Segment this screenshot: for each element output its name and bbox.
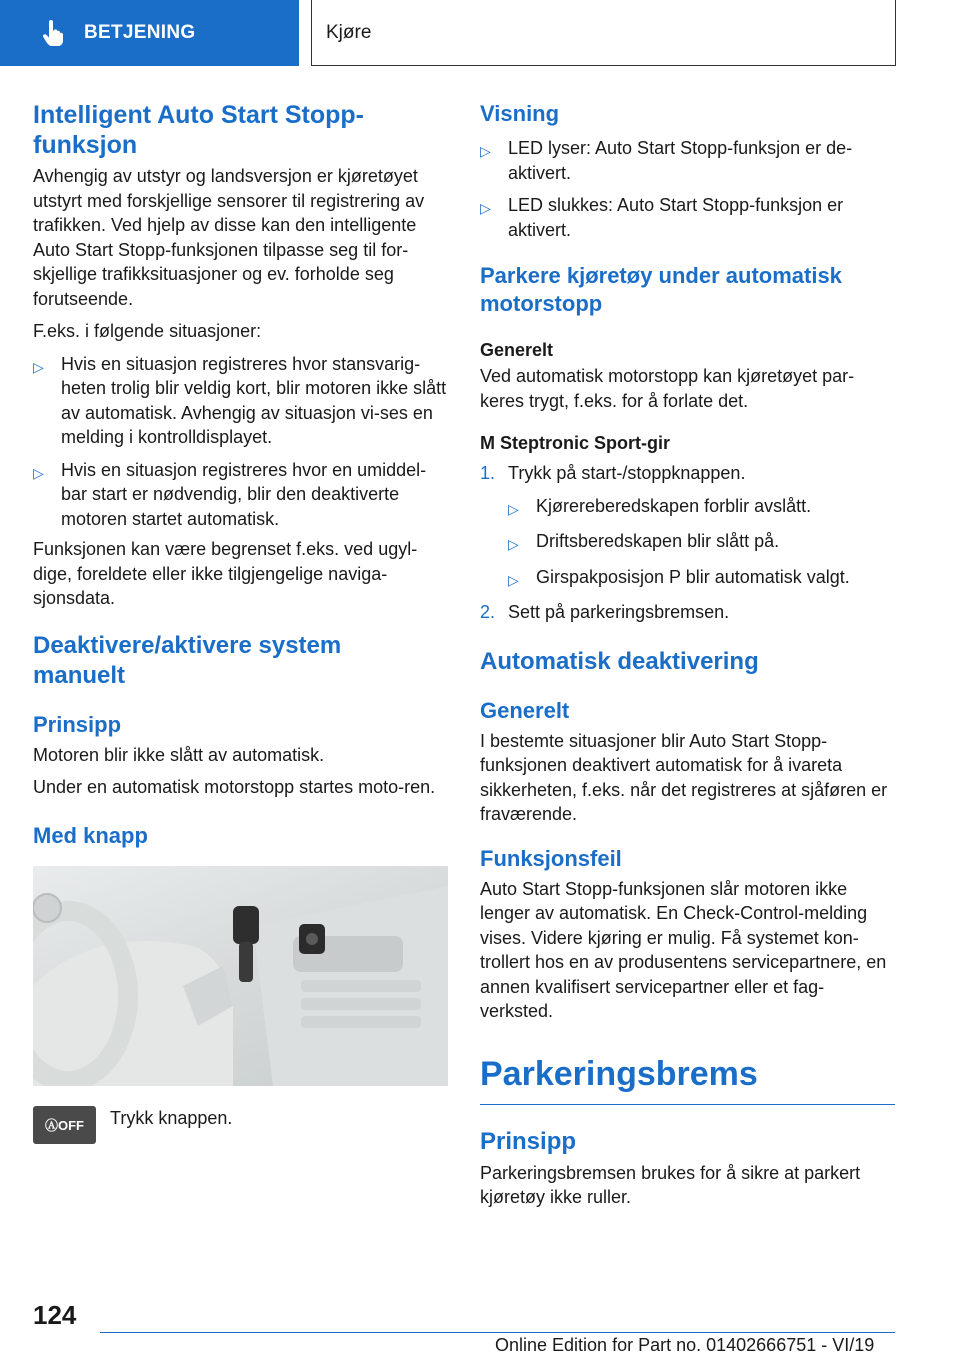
- left-column: [33, 100, 448, 1144]
- page-number: 124: [33, 1300, 77, 1330]
- step-text: Sett på parkeringsbremsen.: [508, 602, 730, 622]
- list-item: [480, 193, 895, 242]
- list-item: [33, 352, 448, 450]
- heading-parkere-kjoretoy: Parkere kjøretøy under automatisk motorstopp: [480, 263, 842, 316]
- list-item: [508, 494, 895, 522]
- paragraph-avhengig: Avhengig av utstyr og landsversjon er kjøretøyet utstyrt med forskjellige sensorer til registrering av trafikken. Ved hjelp av disse kan den intelligente Auto Start Stopp-funksjonen tilpasse seg til for-skjellige trafikksituasjoner og ev. forholde seg forutseende.: [33, 166, 425, 309]
- heading-prinsipp: Prinsipp: [33, 711, 122, 737]
- triangle-bullet-icon: ▷: [480, 143, 491, 159]
- triangle-bullet-icon: ▷: [480, 200, 491, 216]
- list-item-text: Hvis en situasjon registreres hvor stansvarig-heten trolig blir veldig kort, blir motoren ikke slått av automatisk. Avhengig av situasjon vi-ses en melding i kontrolldisplayet.: [61, 353, 447, 447]
- heading-med-knapp: Med knapp: [33, 822, 148, 848]
- list-item: [480, 136, 895, 185]
- edition-text: Online Edition for Part no. 01402666751 - VI/19: [495, 1335, 875, 1355]
- heading-automatisk-deaktivering: Automatisk deaktivering: [480, 647, 759, 675]
- footer-divider: [100, 1332, 895, 1333]
- step-number: 2.: [480, 602, 496, 622]
- list-item-text: Kjørereberedskapen forblir avslått.: [536, 495, 812, 516]
- numbered-step: [480, 600, 895, 625]
- hand-pointer-icon: [40, 20, 66, 46]
- heading-deaktivere-system: Deaktivere/aktivere system manuelt: [33, 631, 342, 689]
- heading-funksjonsfeil: Funksjonsfeil: [480, 845, 622, 871]
- instruction-row: [33, 1106, 448, 1144]
- heading-parkeringsbrems: Parkeringsbrems: [480, 1054, 895, 1105]
- list-item-text: Driftsberedskapen blir slått på.: [536, 531, 780, 551]
- paragraph-begrenset: Funksjonen kan være begrenset f.eks. ved ugyl-dige, foreldete eller ikke tilgjengelige naviga-sjonsdata.: [33, 539, 418, 608]
- paragraph-trykk: Trykk knappen.: [110, 1107, 233, 1128]
- section-tab-label: BETJENING: [84, 22, 196, 43]
- dashboard-illustration: [33, 866, 448, 1086]
- step-number: 1.: [480, 463, 496, 483]
- list-item-text: LED slukkes: Auto Start Stopp-funksjon er aktivert.: [508, 195, 844, 240]
- right-column: [480, 100, 895, 1210]
- section-tab[interactable]: [0, 0, 299, 66]
- list-item: [508, 529, 895, 557]
- triangle-bullet-icon: ▷: [33, 464, 44, 481]
- auto-start-stop-off-button-icon: ⒶOFF: [33, 1106, 96, 1144]
- heading-generelt: Generelt: [480, 697, 570, 723]
- list-item: [508, 565, 895, 593]
- heading-visning: Visning: [480, 101, 560, 126]
- paragraph-parkeringsbrems: Parkeringsbremsen brukes for å sikre at parkert kjøretøy ikke ruller.: [480, 1162, 861, 1207]
- heading-intelligent-auto-start-stopp: Intelligent Auto Start Stopp-funksjon: [33, 101, 364, 159]
- list-item-text: Girspakposisjon P blir automatisk valgt.: [536, 566, 850, 587]
- paragraph-feks: F.eks. i følgende situasjoner:: [33, 321, 262, 341]
- dashboard-photo: [33, 866, 448, 1086]
- paragraph-under: Under en automatisk motorstopp startes moto-ren.: [33, 777, 436, 797]
- numbered-step: [480, 461, 895, 486]
- heading-generelt: Generelt: [480, 340, 554, 360]
- list-item: [33, 458, 448, 532]
- list-item-text: Hvis en situasjon registreres hvor en umiddel-bar start er nødvendig, blir den deaktiverte motoren startet automatisk.: [61, 459, 427, 529]
- triangle-bullet-icon: ▷: [33, 358, 44, 375]
- triangle-bullet-icon: ▷: [508, 536, 519, 552]
- paragraph-ved: Ved automatisk motorstopp kan kjøretøyet par-keres trygt, f.eks. for å forlate det.: [480, 366, 855, 411]
- triangle-bullet-icon: ▷: [508, 571, 519, 588]
- paragraph-bestemte: I bestemte situasjoner blir Auto Start Stopp-funksjonen deaktivert automatisk for å ivareta sikkerheten, f.eks. når det registreres at sjåføren er fraværende.: [480, 730, 888, 824]
- paragraph-funksjonsfeil: Auto Start Stopp-funksjonen slår motoren ikke lenger av automatisk. En Check-Control-melding vises. Videre kjøring er mulig. Få systemet kon-trollert hos en av produsentens servicepartnere, en annen kvalifisert servicepartner eller et fag-verksted.: [480, 878, 887, 1021]
- heading-steptronic: M Steptronic Sport-gir: [480, 433, 670, 453]
- triangle-bullet-icon: ▷: [508, 500, 519, 517]
- step-text: Trykk på start-/stoppknappen.: [508, 463, 746, 483]
- list-item-text: LED lyser: Auto Start Stopp-funksjon er de-aktivert.: [508, 138, 853, 183]
- chapter-title: Kjøre: [311, 0, 896, 66]
- heading-prinsipp: Prinsipp: [480, 1127, 577, 1155]
- paragraph-motoren: Motoren blir ikke slått av automatisk.: [33, 744, 325, 765]
